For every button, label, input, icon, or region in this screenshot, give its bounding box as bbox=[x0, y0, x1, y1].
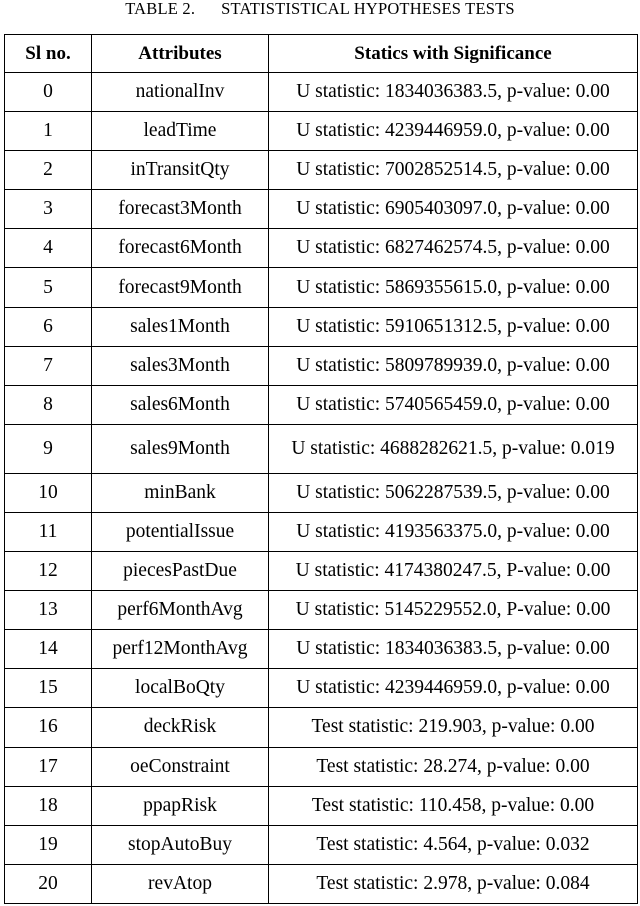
table-row bbox=[5, 190, 638, 229]
statistic-cell: U statistic: 5145229552.0, P-value: 0.00 bbox=[269, 591, 638, 630]
table-row bbox=[5, 864, 638, 903]
statistic-cell: U statistic: 4239446959.0, p-value: 0.00 bbox=[269, 112, 638, 151]
table-row bbox=[5, 73, 638, 112]
table-row bbox=[5, 346, 638, 385]
attribute-cell: minBank bbox=[92, 473, 269, 512]
statistic-cell: U statistic: 4688282621.5, p-value: 0.019 bbox=[269, 424, 638, 473]
sl-no-cell: 6 bbox=[5, 307, 92, 346]
attribute-cell: localBoQty bbox=[92, 669, 269, 708]
statistic-cell: Test statistic: 110.458, p-value: 0.00 bbox=[269, 786, 638, 825]
attribute-cell: forecast3Month bbox=[92, 190, 269, 229]
table-row bbox=[5, 307, 638, 346]
sl-no-cell: 12 bbox=[5, 552, 92, 591]
sl-no-cell: 1 bbox=[5, 112, 92, 151]
attribute-cell: perf6MonthAvg bbox=[92, 591, 269, 630]
attribute-cell: sales9Month bbox=[92, 424, 269, 473]
sl-no-cell: 9 bbox=[5, 424, 92, 473]
column-header-sl-no: Sl no. bbox=[5, 35, 92, 73]
attribute-cell: potentialIssue bbox=[92, 512, 269, 551]
sl-no-cell: 16 bbox=[5, 708, 92, 747]
statistic-cell: U statistic: 7002852514.5, p-value: 0.00 bbox=[269, 151, 638, 190]
header-row bbox=[5, 35, 638, 73]
table-row bbox=[5, 268, 638, 307]
attribute-cell: leadTime bbox=[92, 112, 269, 151]
attribute-cell: oeConstraint bbox=[92, 747, 269, 786]
statistic-cell: U statistic: 4174380247.5, P-value: 0.00 bbox=[269, 552, 638, 591]
table-row bbox=[5, 424, 638, 473]
attribute-cell: perf12MonthAvg bbox=[92, 630, 269, 669]
sl-no-cell: 14 bbox=[5, 630, 92, 669]
table-caption: TABLE 2. STATISTISTICAL HYPOTHESES TESTS bbox=[125, 0, 515, 18]
statistic-cell: U statistic: 5869355615.0, p-value: 0.00 bbox=[269, 268, 638, 307]
table-row bbox=[5, 630, 638, 669]
attribute-cell: nationalInv bbox=[92, 73, 269, 112]
statistic-cell: U statistic: 4193563375.0, p-value: 0.00 bbox=[269, 512, 638, 551]
sl-no-cell: 11 bbox=[5, 512, 92, 551]
table-row bbox=[5, 229, 638, 268]
sl-no-cell: 2 bbox=[5, 151, 92, 190]
statistic-cell: Test statistic: 28.274, p-value: 0.00 bbox=[269, 747, 638, 786]
attribute-cell: stopAutoBuy bbox=[92, 825, 269, 864]
statistic-cell: U statistic: 1834036383.5, p-value: 0.00 bbox=[269, 73, 638, 112]
attribute-cell: forecast6Month bbox=[92, 229, 269, 268]
statistic-cell: Test statistic: 4.564, p-value: 0.032 bbox=[269, 825, 638, 864]
attribute-cell: piecesPastDue bbox=[92, 552, 269, 591]
table-row bbox=[5, 825, 638, 864]
sl-no-cell: 15 bbox=[5, 669, 92, 708]
sl-no-cell: 4 bbox=[5, 229, 92, 268]
statistic-cell: Test statistic: 219.903, p-value: 0.00 bbox=[269, 708, 638, 747]
sl-no-cell: 7 bbox=[5, 346, 92, 385]
sl-no-cell: 0 bbox=[5, 73, 92, 112]
table-row bbox=[5, 473, 638, 512]
attribute-cell: forecast9Month bbox=[92, 268, 269, 307]
sl-no-cell: 20 bbox=[5, 864, 92, 903]
statistic-cell: U statistic: 1834036383.5, p-value: 0.00 bbox=[269, 630, 638, 669]
column-header-statistics: Statics with Significance bbox=[269, 35, 638, 73]
attribute-cell: deckRisk bbox=[92, 708, 269, 747]
table-row bbox=[5, 512, 638, 551]
attribute-cell: ppapRisk bbox=[92, 786, 269, 825]
statistic-cell: U statistic: 5062287539.5, p-value: 0.00 bbox=[269, 473, 638, 512]
sl-no-cell: 3 bbox=[5, 190, 92, 229]
attribute-cell: sales3Month bbox=[92, 346, 269, 385]
column-header-attributes: Attributes bbox=[92, 35, 269, 73]
sl-no-cell: 19 bbox=[5, 825, 92, 864]
attribute-cell: sales6Month bbox=[92, 385, 269, 424]
attribute-cell: sales1Month bbox=[92, 307, 269, 346]
table-row bbox=[5, 669, 638, 708]
table-row bbox=[5, 112, 638, 151]
sl-no-cell: 13 bbox=[5, 591, 92, 630]
statistic-cell: Test statistic: 2.978, p-value: 0.084 bbox=[269, 864, 638, 903]
sl-no-cell: 17 bbox=[5, 747, 92, 786]
table-row bbox=[5, 385, 638, 424]
sl-no-cell: 8 bbox=[5, 385, 92, 424]
statistic-cell: U statistic: 6905403097.0, p-value: 0.00 bbox=[269, 190, 638, 229]
table-body bbox=[5, 73, 638, 904]
sl-no-cell: 10 bbox=[5, 473, 92, 512]
statistic-cell: U statistic: 5740565459.0, p-value: 0.00 bbox=[269, 385, 638, 424]
statistic-cell: U statistic: 5910651312.5, p-value: 0.00 bbox=[269, 307, 638, 346]
table-row bbox=[5, 708, 638, 747]
hypothesis-tests-table bbox=[4, 34, 638, 904]
statistic-cell: U statistic: 4239446959.0, p-value: 0.00 bbox=[269, 669, 638, 708]
table-row bbox=[5, 786, 638, 825]
attribute-cell: revAtop bbox=[92, 864, 269, 903]
sl-no-cell: 5 bbox=[5, 268, 92, 307]
attribute-cell: inTransitQty bbox=[92, 151, 269, 190]
table-row bbox=[5, 747, 638, 786]
table-row bbox=[5, 151, 638, 190]
table-row bbox=[5, 591, 638, 630]
table-row bbox=[5, 552, 638, 591]
statistic-cell: U statistic: 6827462574.5, p-value: 0.00 bbox=[269, 229, 638, 268]
sl-no-cell: 18 bbox=[5, 786, 92, 825]
statistic-cell: U statistic: 5809789939.0, p-value: 0.00 bbox=[269, 346, 638, 385]
